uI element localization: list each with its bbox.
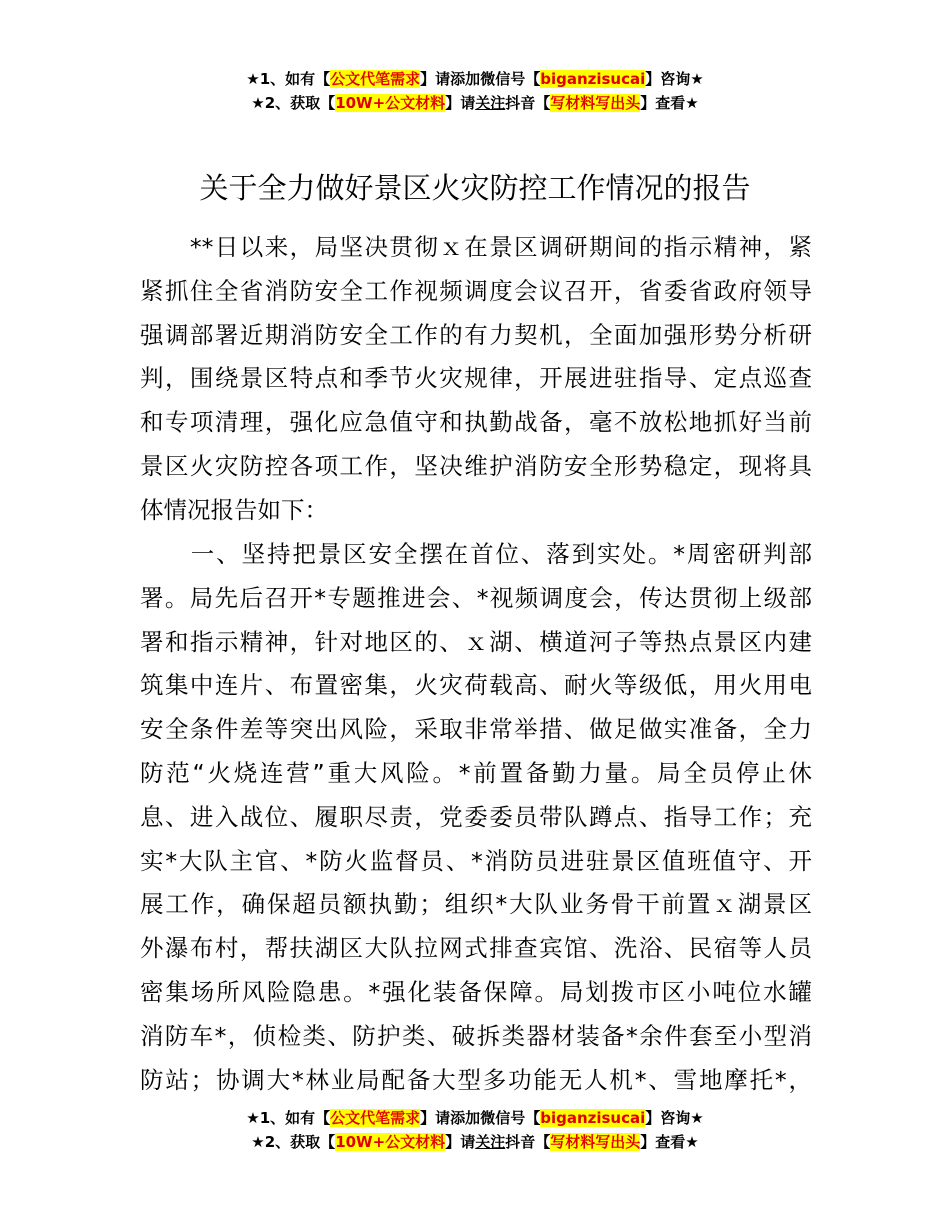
- text-line: 署。局先后召开*专题推进会、*视频调度会，传达贯彻上级部: [140, 583, 812, 612]
- text-line: 防站；协调大*林业局配备大型多功能无人机*、雪地摩托*，: [140, 1065, 812, 1094]
- promo-text: 微信号【: [480, 70, 541, 88]
- text-line: 防范“火烧连营”重大风险。*前置备勤力量。局全员停止休: [140, 758, 812, 787]
- text-line: 景区火灾防控各项工作，坚决维护消防安全形势稳定，现将具: [140, 451, 812, 480]
- promo-douyin-id: 写材料写出头: [550, 1133, 641, 1151]
- header-promo-banner: [0, 67, 950, 115]
- paragraph-intro: [140, 226, 812, 533]
- document-title: 关于全力做好景区火灾防控工作情况的报告: [199, 171, 751, 205]
- promo-text: 】请添加: [420, 70, 481, 88]
- promo-text: 微信号【: [480, 1109, 541, 1127]
- text-line: 强调部署近期消防安全工作的有力契机，全面加强形势分析研: [140, 320, 812, 349]
- promo-text: 】查看★: [640, 94, 699, 112]
- text-line: 息、进入战位、履职尽责，党委委员带队蹲点、指导工作；充: [140, 802, 812, 831]
- promo-text: 抖音【: [505, 1133, 551, 1151]
- promo-line-1: [0, 1106, 950, 1130]
- text-line: 和专项清理，强化应急值守和执勤战备，毫不放松地抓好当前: [140, 408, 812, 437]
- promo-text: ★1、如有【: [246, 1109, 331, 1127]
- text-line: 密集场所风险隐患。*强化装备保障。局划拨市区小吨位水罐: [140, 977, 812, 1006]
- text-line: 实*大队主官、*防火监督员、*消防员进驻景区值班值守、开: [140, 846, 812, 875]
- promo-line-2: [0, 91, 950, 115]
- text-line: 紧抓住全省消防安全工作视频调度会议召开，省委省政府领导: [140, 276, 812, 305]
- promo-text: 】请添加: [420, 1109, 481, 1127]
- text-line: 一、坚持把景区安全摆在首位、落到实处。*周密研判部: [140, 540, 812, 568]
- text-line: **日以来，局坚决贯彻ｘ在景区调研期间的指示精神，紧: [140, 233, 812, 261]
- promo-text: 】请: [445, 1133, 476, 1151]
- promo-text: 】咨询★: [645, 1109, 704, 1127]
- promo-underline-text: 关注: [475, 94, 506, 112]
- promo-text: 】请: [445, 94, 476, 112]
- text-line: 展工作，确保超员额执勤；组织*大队业务骨干前置ｘ湖景区: [140, 890, 812, 919]
- text-line: 消防车*，侦检类、防护类、破拆类器材装备*余件套至小型消: [140, 1021, 812, 1050]
- text-line: 安全条件差等突出风险，采取非常举措、做足做实准备，全力: [140, 715, 812, 744]
- promo-highlight: 10W+公文材料: [335, 94, 446, 112]
- promo-text: ★1、如有【: [246, 70, 331, 88]
- promo-text: ★2、获取【: [251, 94, 336, 112]
- promo-underline-text: 关注: [475, 1133, 506, 1151]
- promo-text: 抖音【: [505, 94, 551, 112]
- promo-text: 】查看★: [640, 1133, 699, 1151]
- text-line: 判，围绕景区特点和季节火灾规律，开展进驻指导、定点巡查: [140, 364, 812, 393]
- promo-text: ★2、获取【: [251, 1133, 336, 1151]
- promo-highlight: 公文代笔需求: [330, 70, 421, 88]
- promo-line-2: [0, 1130, 950, 1154]
- text-line: 外瀑布村，帮扶湖区大队拉网式排查宾馆、洗浴、民宿等人员: [140, 934, 812, 963]
- text-line: 体情况报告如下：: [140, 495, 328, 524]
- promo-highlight: 公文代笔需求: [330, 1109, 421, 1127]
- promo-wechat-id: biganzisucai: [540, 1109, 646, 1127]
- footer-promo-banner: [0, 1106, 950, 1154]
- promo-douyin-id: 写材料写出头: [550, 94, 641, 112]
- paragraph-section-1: [140, 533, 812, 1102]
- promo-highlight: 10W+公文材料: [335, 1133, 446, 1151]
- promo-line-1: [0, 67, 950, 91]
- promo-text: 】咨询★: [645, 70, 704, 88]
- promo-wechat-id: biganzisucai: [540, 70, 646, 88]
- text-line: 筑集中连片、布置密集，火灾荷载高、耐火等级低，用火用电: [140, 671, 812, 700]
- text-line: 署和指示精神，针对地区的、ｘ湖、横道河子等热点景区内建: [140, 627, 812, 656]
